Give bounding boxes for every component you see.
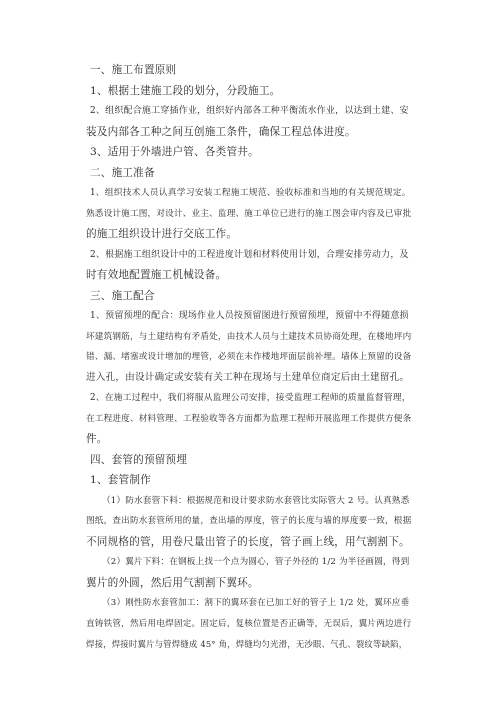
text-line: 二、施工准备 [90, 166, 155, 179]
text-line: 的施工组织设计进行交底工作。 [86, 228, 238, 240]
text-line: （3）刚性防水套管加工：割下的翼环套在已加工好的管子上 1/2 处，翼环应垂 [102, 598, 410, 608]
text-line: 2、在施工过程中，我们将服从监理公司安排，接受监理工程师的质量监督管理， [90, 393, 411, 403]
text-line: 四、套管的预留预埋 [90, 453, 188, 466]
text-line: 不同规格的管，用卷尺量出管子的长度，管子画上线，用气割割下。 [86, 535, 410, 548]
text-line: 1、组织技术人员认真学习安装工程施工规范、验收标准和当地的有关规范规定。 [90, 188, 411, 198]
document-body [86, 60, 412, 655]
text-line: 1、预留预埋的配合：现场作业人员按预留图进行预留预埋，预留中不得随意损 [90, 311, 409, 321]
text-line: 翼片的外圆，然后用气割割下翼环。 [86, 576, 259, 589]
text-line: 1、根据土建施工段的划分，分段施工。 [90, 84, 281, 97]
text-line: 图纸，查出防水套管所用的量，查出墙的厚度，管子的长度与墙的厚度要一致，根据 [86, 516, 412, 526]
text-line: 时有效地配置施工机械设备。 [86, 269, 227, 281]
text-line: 2、组织配合施工穿插作业，组织好内部各工种平衡流水作业，以达到土建、安 [90, 106, 409, 116]
text-line: 1、套管制作 [90, 474, 151, 486]
text-line: 坏建筑钢筋，与土建结构有矛盾处，由技术人员与土建技术员协商处理，在楼地坪内 [86, 331, 412, 342]
text-line: 进入孔，由设计确定或安装有关工种在现场与土建单位商定后由土建留孔。 [86, 371, 410, 383]
text-line: 错、漏、堵塞或设计增加的埋管，必须在未作楼地坪面层前补埋。墙体上预留的设备 [86, 352, 412, 362]
text-line: 焊接，焊接时翼片与管焊缝成 45° 角，焊缝均匀光滑，无沙眼、气孔、裂纹等缺陷， [86, 639, 408, 649]
text-line: （2）翼片下料：在钢板上找一个点为圆心，管子外径的 1/2 为半径画圆，得到 [102, 557, 410, 567]
text-line: 熟悉设计施工图，对设计、业主、监理、施工单位已进行的施工图会审内容及已审批 [86, 208, 412, 219]
text-line: 在工程进度、材料管理、工程验收等各方面都为监理工程师开展监理工作提供方便条 [86, 413, 412, 424]
text-line: 件。 [86, 433, 108, 445]
text-line: 2、根据施工组织设计中的工程进度计划和材料使用计划，合理安排劳动力，及 [90, 249, 409, 260]
text-line: 三、施工配合 [90, 289, 155, 302]
text-line: 装及内部各工种之间互创施工条件，确保工程总体进度。 [86, 125, 356, 138]
text-line: 直铸铁管，然后用电焊固定。固定后，复核位置是否正确等，无误后，翼片两边进行 [86, 618, 412, 629]
text-line: （1）防水套管下料：根据规范和设计要求防水套管比实际管大 2 号。认真熟悉 [102, 495, 410, 506]
text-line: 一、施工布置原则 [90, 64, 177, 76]
text-line: 3、适用于外墙进户管、各类管井。 [90, 146, 259, 158]
